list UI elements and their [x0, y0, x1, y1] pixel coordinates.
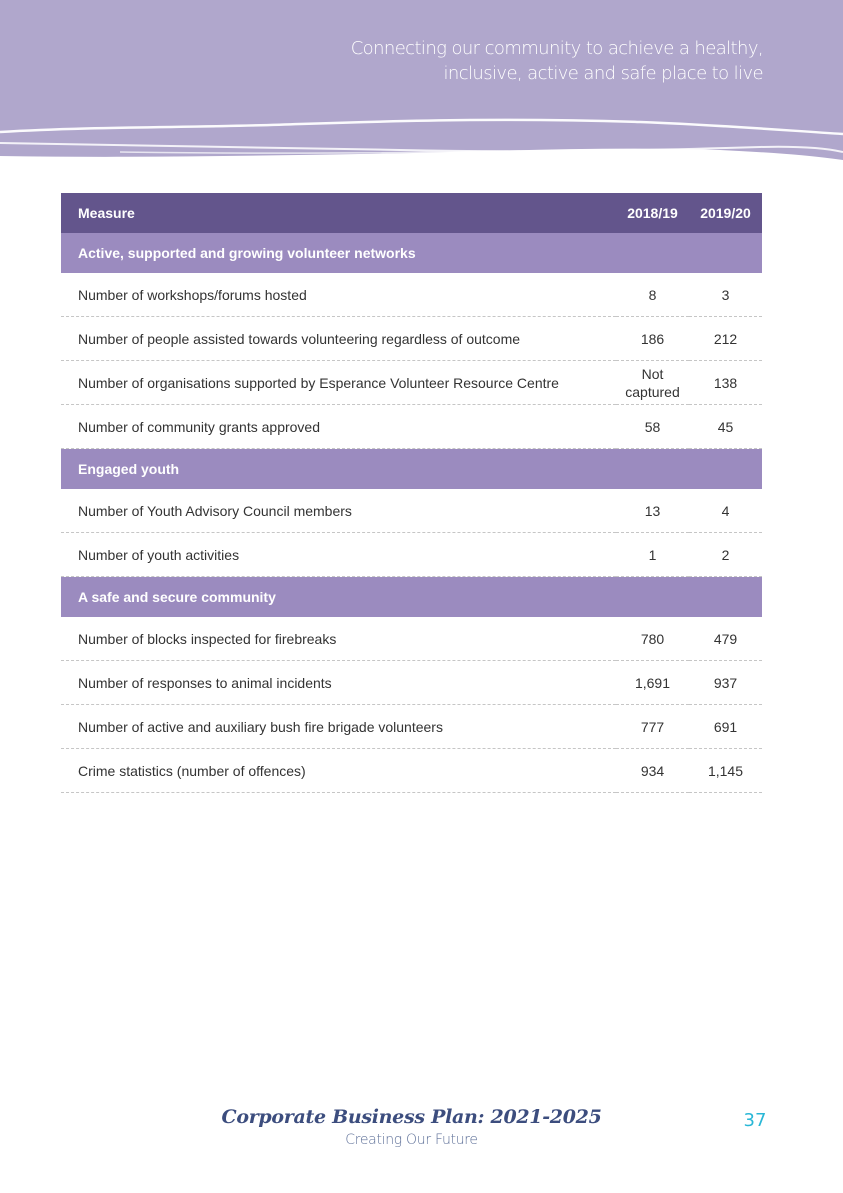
value-2018-19: 1	[616, 533, 689, 577]
value-2019-20: 3	[689, 273, 762, 317]
value-2019-20: 1,145	[689, 749, 762, 793]
value-2019-20: 212	[689, 317, 762, 361]
measure-cell: Crime statistics (number of offences)	[61, 749, 616, 793]
value-2019-20: 2	[689, 533, 762, 577]
measure-cell: Number of Youth Advisory Council members	[61, 489, 616, 533]
section-header-row	[61, 577, 762, 618]
footer-subtitle: Creating Our Future	[345, 1132, 478, 1148]
value-2018-19: 934	[616, 749, 689, 793]
measures-table	[61, 193, 762, 793]
column-header-2019-20: 2019/20	[689, 193, 762, 233]
measure-cell: Number of youth activities	[61, 533, 616, 577]
tagline-line-1: Connecting our community to achieve a healthy,	[350, 38, 763, 59]
value-line: Not	[641, 365, 664, 382]
table-row	[61, 661, 762, 705]
table-header-row	[61, 193, 762, 233]
section-title: Engaged youth	[61, 449, 762, 490]
footer-document-title: Corporate Business Plan: 2021-2025	[221, 1106, 602, 1128]
measure-cell: Number of active and auxiliary bush fire brigade volunteers	[61, 705, 616, 749]
value-2018-19: 777	[616, 705, 689, 749]
section-header-row	[61, 449, 762, 490]
measure-cell: Number of community grants approved	[61, 405, 616, 449]
column-header-2018-19: 2018/19	[616, 193, 689, 233]
table-row	[61, 405, 762, 449]
table-row	[61, 489, 762, 533]
section-title: Active, supported and growing volunteer networks	[61, 233, 762, 273]
value-2019-20: 138	[689, 361, 762, 405]
value-2019-20: 4	[689, 489, 762, 533]
measure-cell: Number of workshops/forums hosted	[61, 273, 616, 317]
table-row	[61, 617, 762, 661]
value-2019-20: 691	[689, 705, 762, 749]
column-header-measure: Measure	[61, 193, 616, 233]
value-2019-20: 937	[689, 661, 762, 705]
tagline-line-2: inclusive, active and safe place to live	[443, 63, 763, 84]
value-2018-19: 780	[616, 617, 689, 661]
value-2018-19	[616, 361, 689, 405]
table-row	[61, 273, 762, 317]
value-2018-19: 58	[616, 405, 689, 449]
page-number: 37	[743, 1110, 767, 1131]
section-title: A safe and secure community	[61, 577, 762, 618]
header-tagline	[263, 36, 763, 86]
value-2019-20: 479	[689, 617, 762, 661]
value-2019-20: 45	[689, 405, 762, 449]
table-row	[61, 361, 762, 405]
value-2018-19: 1,691	[616, 661, 689, 705]
table-row	[61, 749, 762, 793]
value-2018-19: 186	[616, 317, 689, 361]
section-header-row	[61, 233, 762, 273]
table-row	[61, 317, 762, 361]
measure-cell: Number of organisations supported by Esperance Volunteer Resource Centre	[61, 361, 616, 405]
measure-cell: Number of responses to animal incidents	[61, 661, 616, 705]
value-2018-19: 13	[616, 489, 689, 533]
value-2018-19: 8	[616, 273, 689, 317]
table-row	[61, 705, 762, 749]
measure-cell: Number of blocks inspected for firebreaks	[61, 617, 616, 661]
value-line: captured	[625, 383, 680, 400]
measure-cell: Number of people assisted towards volunteering regardless of outcome	[61, 317, 616, 361]
table-row	[61, 533, 762, 577]
